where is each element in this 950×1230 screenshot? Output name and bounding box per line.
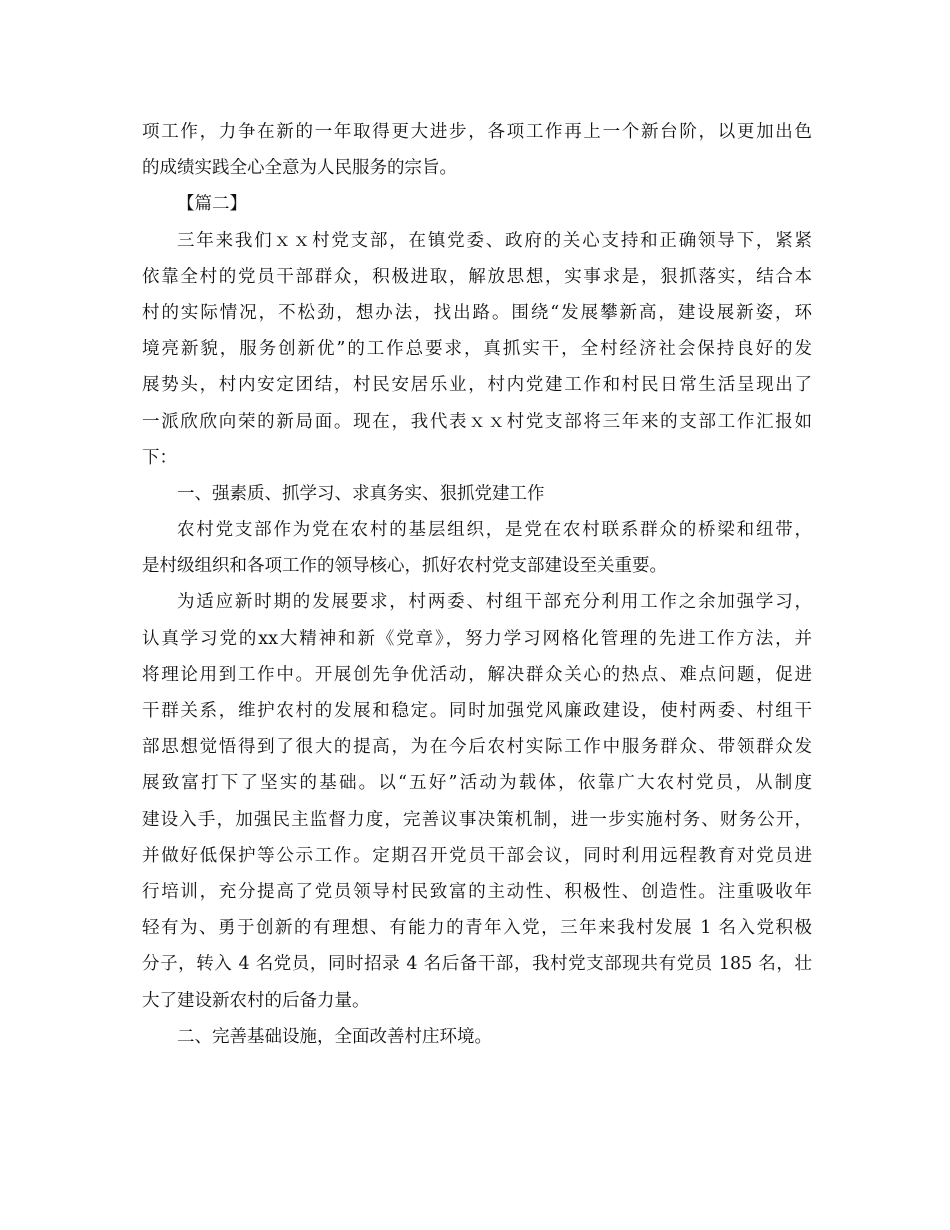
text-line: 三年来我们ｘｘ村党支部，在镇党委、政府的关心支持和正确领导下，紧紧 — [177, 230, 812, 251]
text-line: 认真学习党的xx大精神和新《党章》，努力学习网格化管理的先进工作方法，并 — [142, 628, 812, 649]
paragraph — [142, 223, 812, 476]
text-line: 项工作，力争在新的一年取得更大进步，各项工作再上一个新台阶，以更加出色 — [142, 122, 812, 142]
text-line: 依靠全村的党员干部群众，积极进取，解放思想，实事求是，狠抓落实，结合本 — [142, 266, 812, 287]
text-line: 并做好低保护等公示工作。定期召开党员干部会议，同时利用远程教育对党员进 — [142, 845, 812, 866]
text-line: 分子，转入 4 名党员，同时招录 4 名后备干部，我村党支部现共有党员 185 名，壮 — [142, 954, 812, 975]
section-heading — [142, 1019, 812, 1055]
text-line: 将理论用到工作中。开展创先争优活动，解决群众关心的热点、难点问题，促进 — [142, 664, 812, 685]
text-line: 行培训，充分提高了党员领导村民致富的主动性、积极性、创造性。注重吸收年 — [142, 881, 812, 902]
text-line: 为适应新时期的发展要求，村两委、村组干部充分利用工作之余加强学习， — [177, 592, 812, 613]
paragraph — [142, 512, 812, 584]
paragraph — [142, 584, 812, 1018]
section-heading — [142, 476, 812, 512]
text-line: 境亮新貌，服务创新优”的工作总要求，真抓实干，全村经济社会保持良好的发 — [142, 339, 812, 360]
text-line: 农村党支部作为党在农村的基层组织，是党在农村联系群众的桥梁和纽带， — [177, 520, 812, 541]
section-heading — [142, 186, 812, 222]
text-line: 【篇二】 — [177, 194, 247, 215]
document-body — [142, 114, 812, 1055]
text-line: 下： — [142, 447, 177, 468]
text-line: 部思想觉悟得到了很大的提高，为在今后农村实际工作中服务群众、带领群众发 — [142, 737, 812, 758]
text-line: 的成绩实践全心全意为人民服务的宗旨。 — [142, 158, 457, 179]
text-line: 大了建设新农村的后备力量。 — [142, 990, 370, 1011]
text-line: 轻有为、勇于创新的有理想、有能力的青年入党，三年来我村发展 1 名入党积极 — [142, 918, 812, 939]
text-line: 一、强素质、抓学习、求真务实、狠抓党建工作 — [177, 483, 545, 504]
text-line: 展致富打下了坚实的基础。以“五好”活动为载体，依靠广大农村党员，从制度 — [142, 773, 812, 794]
text-line: 村的实际情况，不松劲，想办法，找出路。围绕“发展攀新高，建设展新姿，环 — [142, 302, 812, 323]
text-line: 一派欣欣向荣的新局面。现在，我代表ｘｘ村党支部将三年来的支部工作汇报如 — [142, 411, 812, 432]
text-line: 建设入手，加强民主监督力度，完善议事决策机制，进一步实施村务、财务公开， — [142, 809, 812, 830]
text-line: 干群关系，维护农村的发展和稳定。同时加强党风廉政建设，使村两委、村组干 — [142, 701, 812, 721]
text-line: 展势头，村内安定团结，村民安居乐业，村内党建工作和村民日常生活呈现出了 — [142, 375, 812, 396]
text-line: 二、完善基础设施，全面改善村庄环境。 — [177, 1026, 492, 1047]
paragraph — [142, 114, 812, 186]
text-line: 是村级组织和各项工作的领导核心，抓好农村党支部建设至关重要。 — [142, 556, 667, 577]
